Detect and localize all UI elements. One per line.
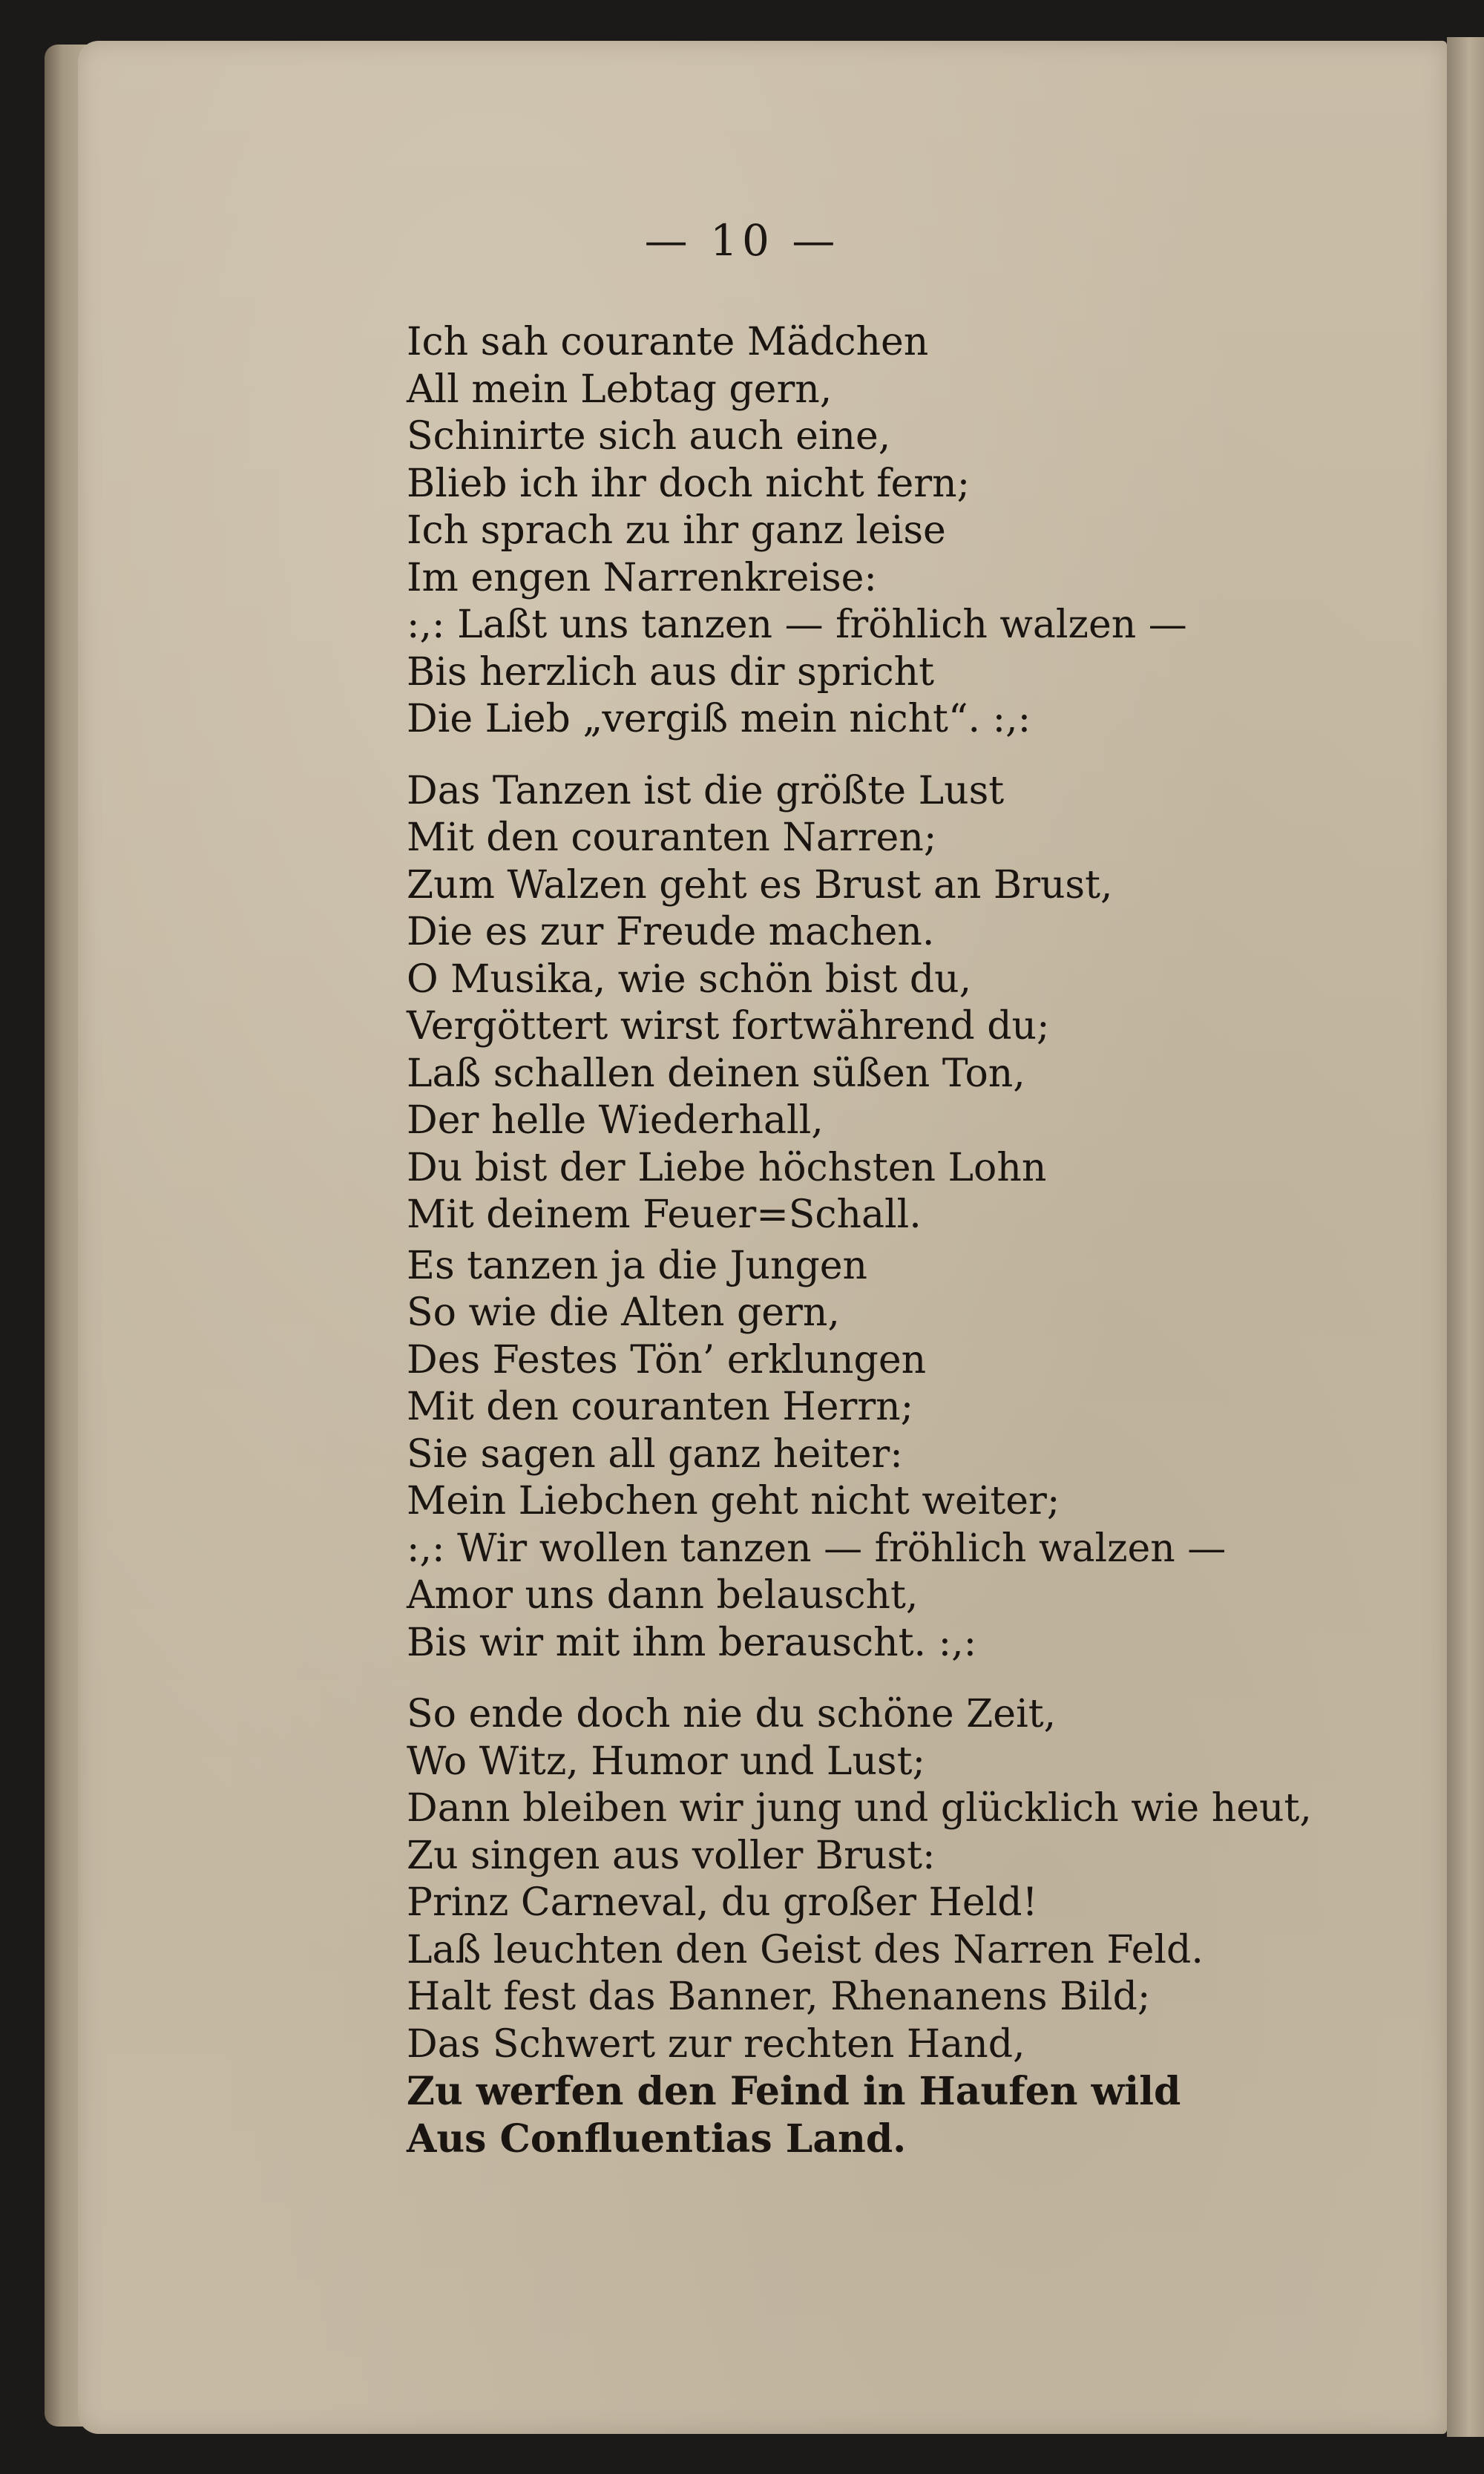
poem-line: Zu werfen den Feind in Haufen wild [407,2069,1181,2114]
poem-line: Du bist der Liebe höchsten Lohn [407,1145,1047,1190]
poem-line: Der helle Wiederhall, [407,1098,824,1143]
poem-line: Vergöttert wirst fortwährend du; [407,1004,1050,1049]
poem-line: Mein Liebchen geht nicht weiter; [407,1479,1060,1523]
poem-line: So ende doch nie du schöne Zeit, [407,1692,1057,1736]
poem-line: Es tanzen ja die Jungen [407,1243,868,1288]
stanza-4 [407,1691,1393,2162]
poem-line: Prinz Carneval, du großer Held! [407,1880,1038,1925]
poem-line: Bis wir mit ihm berauscht. :,: [407,1620,977,1665]
poem-line: Des Festes Tön’ erklungen [407,1337,927,1382]
poem-line: :,: Wir wollen tanzen — fröhlich walzen — [407,1526,1227,1571]
poem-line: Mit den couranten Herrn; [407,1385,914,1429]
poem-text [407,319,1393,2162]
poem-line: Mit deinem Feuer=Schall. [407,1192,922,1237]
poem-line: Schinirte sich auch eine, [407,414,891,459]
poem-line: Die Lieb „vergiß mein nicht“. :,: [407,697,1031,741]
poem-line: Im engen Narrenkreise: [407,555,877,600]
stanza-1 [407,319,1393,744]
poem-line: Zu singen aus voller Brust: [407,1833,936,1878]
next-page-edge [1447,37,1484,2437]
poem-line: Ich sah courante Mädchen [407,320,929,364]
poem-line: O Musika, wie schön bist du, [407,957,972,1002]
poem-line: Das Tanzen ist die größte Lust [407,768,1005,813]
page-number: — 10 — [644,215,840,266]
poem-line: Das Schwert zur rechten Hand, [407,2021,1025,2067]
poem-line: So wie die Alten gern, [407,1290,840,1335]
stanza-2 [407,768,1393,1239]
poem-line: All mein Lebtag gern, [407,367,833,412]
poem-line: Blieb ich ihr doch nicht fern; [407,461,971,506]
poem-line: Zum Walzen geht es Brust an Brust, [407,862,1113,908]
stanza-3 [407,1243,1393,1667]
poem-line: Halt fest das Banner, Rhenanens Bild; [407,1975,1151,2019]
poem-line: Wo Witz, Humor und Lust; [407,1739,926,1784]
poem-line: Mit den couranten Narren; [407,816,937,860]
poem-line: Laß schallen deinen süßen Ton, [407,1051,1025,1096]
poem-line: Dann bleiben wir jung und glücklich wie heut, [407,1786,1312,1831]
poem-line: Amor uns dann belauscht, [407,1573,919,1618]
poem-line: :,: Laßt uns tanzen — fröhlich walzen — [407,603,1187,647]
poem-line: Aus Confluentias Land. [407,2116,907,2162]
poem-line: Bis herzlich aus dir spricht [407,649,934,695]
poem-line: Sie sagen all ganz heiter: [407,1431,903,1477]
poem-line: Die es zur Freude machen. [407,910,935,954]
poem-line: Laß leuchten den Geist des Narren Feld. [407,1927,1204,1972]
poem-line: Ich sprach zu ihr ganz leise [407,508,946,553]
